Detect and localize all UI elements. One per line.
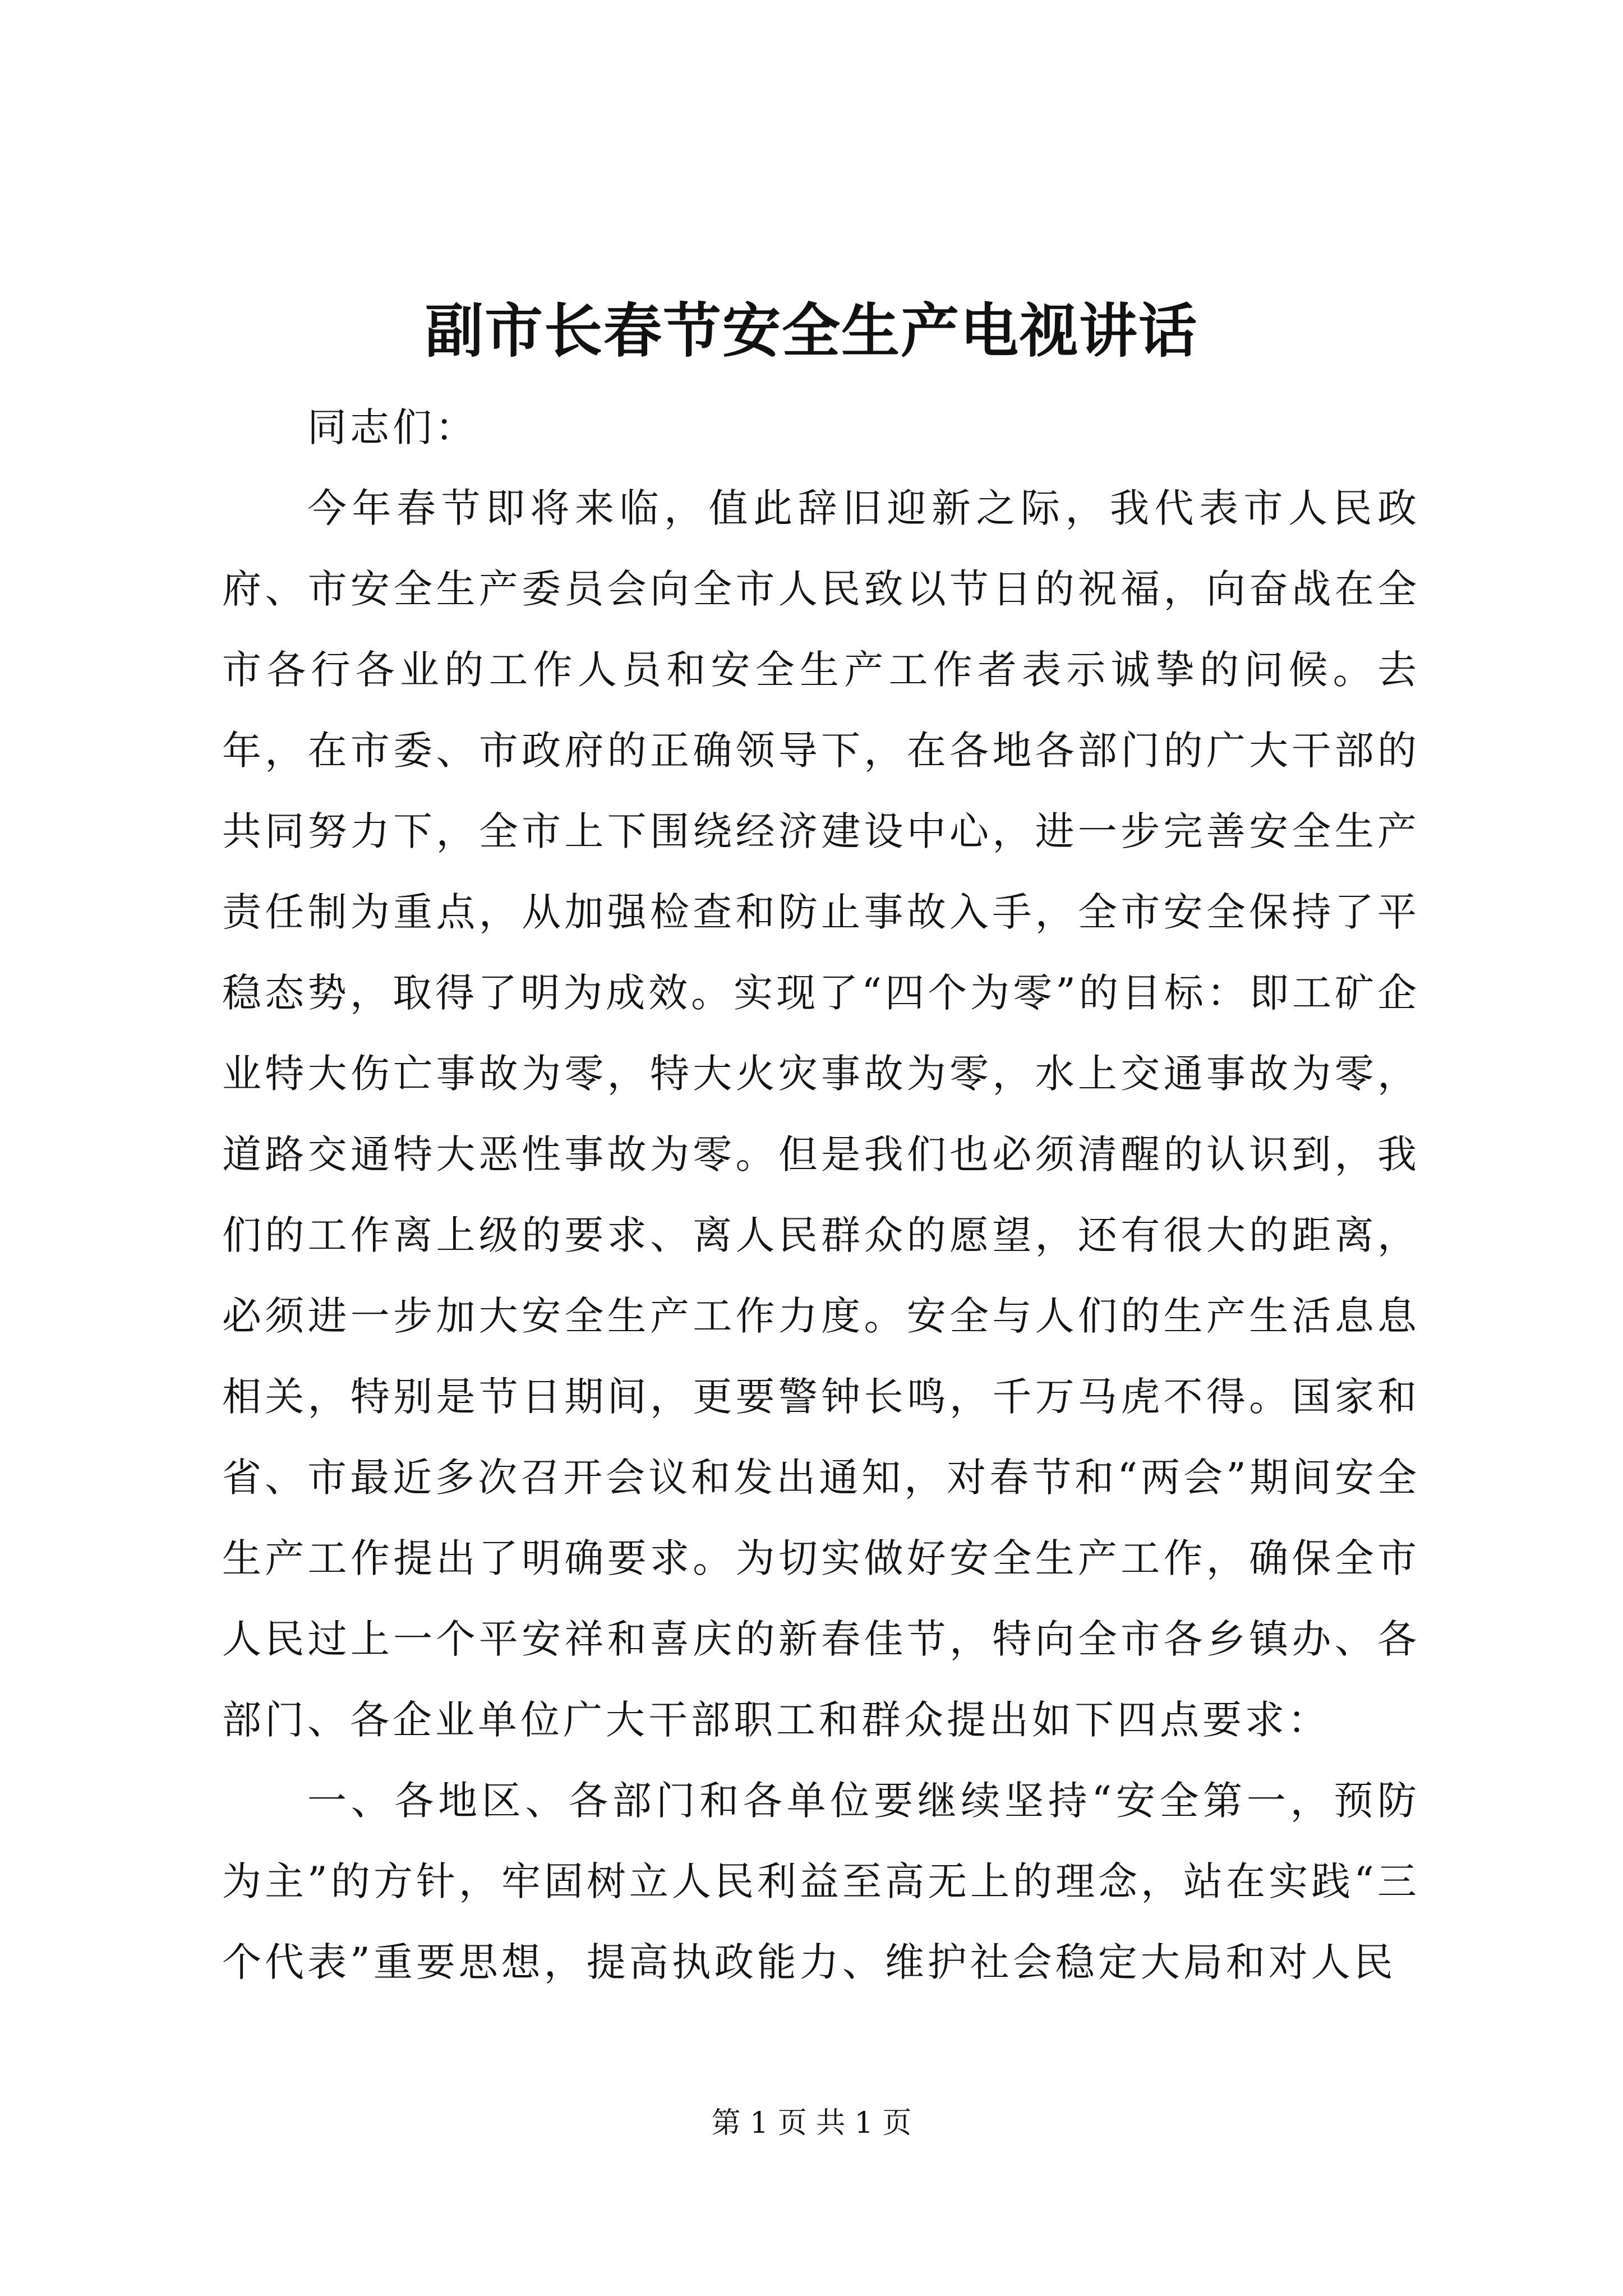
- document-title: 副市长春节安全生产电视讲话: [425, 296, 1198, 365]
- paragraph-1: 今年春节即将来临，值此辞旧迎新之际，我代表市人民政府、市安全生产委员会向全市人民致以节日的祝福，向奋战在全市各行各业的工作人员和安全生产工作者表示诚挚的问候。去年，在市委、市政府的正确领导下，在各地各部门的广大干部的共同努力下，全市上下围绕经济建设中心，进一步完善安全生产责任制为重点，从加强检查和防止事故入手，全市安全保持了平稳态势，取得了明为成效。实现了“四个为零”的目标：即工矿企业特大伤亡事故为零，特大火灾事故为零，水上交通事故为零，道路交通特大恶性事故为零。但是我们也必须清醒的认识到，我们的工作离上级的要求、离人民群众的愿望，还有很大的距离，必须进一步加大安全生产工作力度。安全与人们的生产生活息息相关，特别是节日期间，更要警钟长鸣，千万马虎不得。国家和省、市最近多次召开会议和发出通知，对春节和“两会”期间安全生产工作提出了明确要求。为切实做好安全生产工作，确保全市人民过上一个平安祥和喜庆的新春佳节，特向全市各乡镇办、各部门、各企业单位广大干部职工和群众提出如下四点要求：: [222, 485, 1420, 1743]
- page-number-footer: 第 1 页 共 1 页: [711, 2106, 912, 2140]
- document-body: [222, 387, 1420, 2003]
- salutation: 同志们：: [307, 404, 478, 450]
- paragraph-2: 一、各地区、各部门和各单位要继续坚持“安全第一，预防为主”的方针，牢固树立人民利益至高无上的理念，站在实践“三个代表”重要思想，提高执政能力、维护社会稳定大局和对人民: [222, 1778, 1420, 1985]
